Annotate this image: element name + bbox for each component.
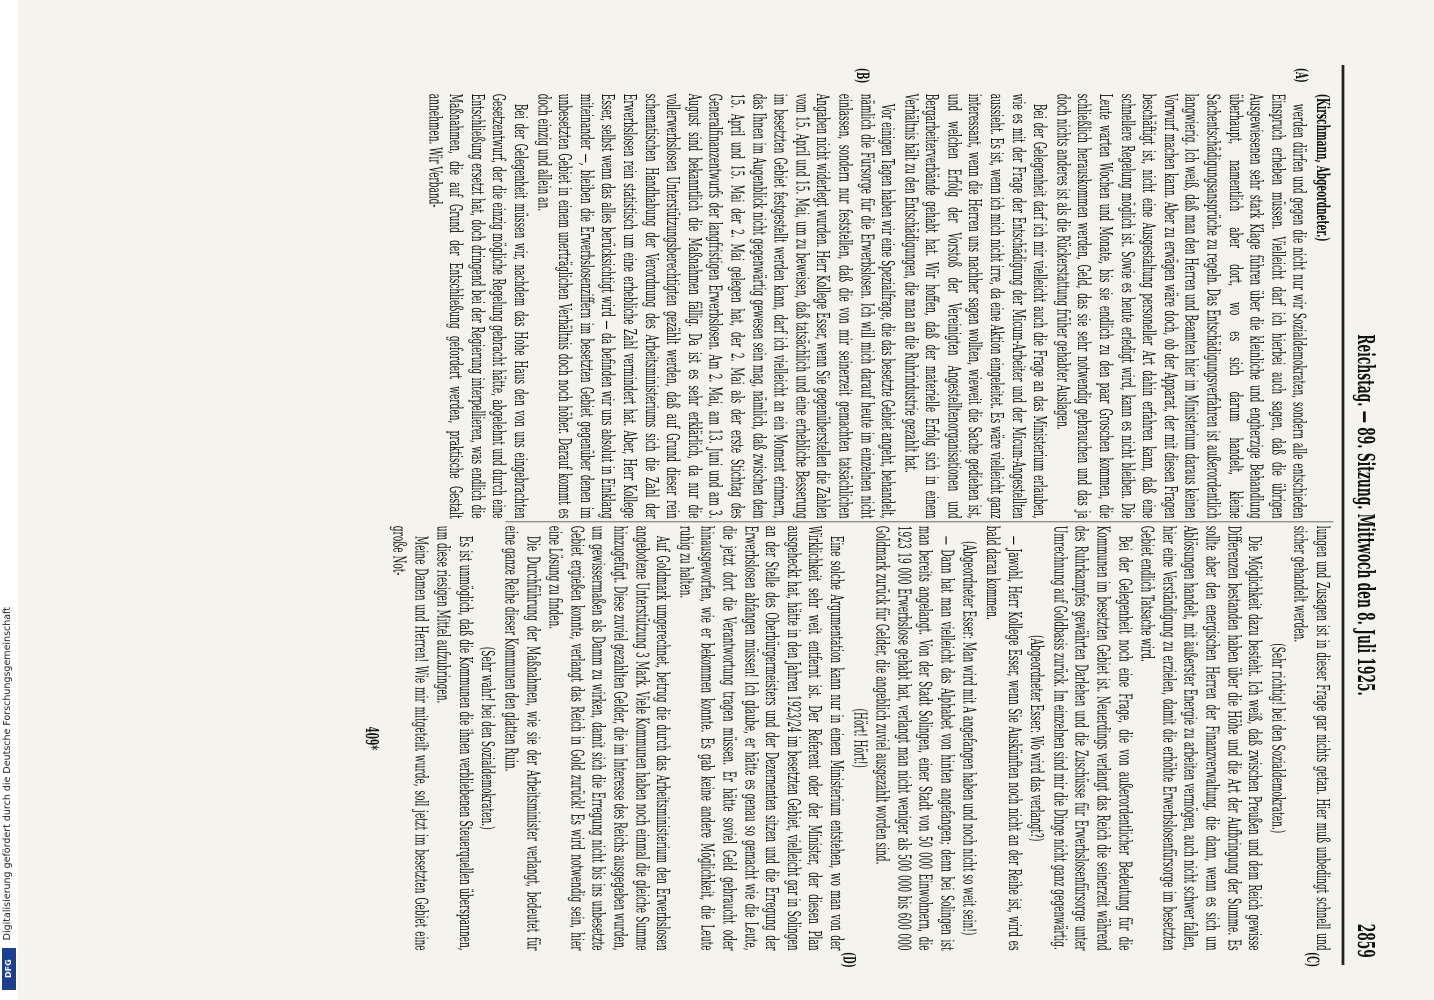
- left-column: [423, 94, 1334, 519]
- margin-letter-d: (D): [839, 952, 859, 968]
- interjection-5: (Sehr wahr! bei den Sozialdemokraten.): [478, 646, 500, 830]
- left-paragraph-3: Vor einigen Tagen haben wir eine Spezialfrage, die das besetzte Gebiet angeht, behandelt, nämlich die Fürsorge für die Erwerbslosen. Ich will mich darauf heute im einzelnen nicht einlassen, sondern nur feststellen, daß die von mir seinerzeit gemachten tatsächlichen Angaben nicht widerlegt wurden. Herr Kollege Esser, wenn Sie gegenüberstellen die Zahlen vom 15. April und 15. Mai, um zu beweisen, daß tatsächlich und eine erhebliche Besserung im besetzten Gebiet festgestellt werden kann, darf ich vielleicht an ein Moment erinnern, das Ihnen im Augenblick nicht gegenwärtig gewesen sein mag, nämlich, daß zwischen dem 15. April und 15. Mai der 2. Mai gelegen hat, der 2. Mai als der erste Stichtag des Generalfinanzentwurfs der langfristigen Erwerbslosen. Am 2. Mai, am 13. Juni und am 3. August sind bekanntlich die Maßnahmen fällig. Da ist es sehr erklärlich, da nur die vollerwerbslosen Unterstützungsberechtigten gezählt werden, daß auf Grund dieser rein schematischen Handhabung der Verordnung des Arbeitsministeriums sich die Zahl der Erwerbslosen rein statistisch um eine erhebliche Zahl vermindert hat. Aber, Herr Kollege Esser, selbst wenn das alles berücksichtigt wird — da befinden wir uns absolut in Einklang miteinander —, bleiben die Erwerbslosenziffern im besetzten Gebiet gegenüber denen im unbesetzten Gebiet in einem unerträglichen Verhältnis doch noch höher. Darauf kommt es doch einzig und allein an.: [533, 93, 899, 519]
- speaker-line: (Kirschmann, Abgeordneter.): [1312, 93, 1334, 242]
- right-paragraph-1: lungen und Zusagen ist in dieser Frage gar nichts getan. Hier muß unbedingt schnell und sicher gehandelt werden.: [1291, 525, 1334, 951]
- left-paragraph-1: werden dürfen und gegen die nicht nur wir Sozialdemokraten, sondern alle entschieden Einspruch erheben müssen. Vielleicht darf ich hierbei auch sagen, daß die übrigen Ausgewiesenen sehr stark Klage führen über die kleinliche und engherzige Behandlung überhaupt, namentlich aber dort, wo es sich darum handelt, kleine Sachentschädigungsansprüche zu regeln. Das Entschädigungsverfahren ist außerordentlich langwierig. Ich weiß, daß man den Herren und Beamten hier im Ministerium daraus keinen Vorwurf machen kann. Aber zu erwägen wäre doch, ob der Apparat, der mit diesen Fragen beschäftigt ist, nicht eine Ausgestaltung personeller Art dahin erfahren kann, daß eine schnellere Regelung möglich ist. Sowie es heute erledigt wird, kann es nicht bleiben. Die Leute warten Wochen und Monate, bis sie endlich zu den paar Groschen kommen, die schließlich herauskommen werden, Geld, das sie sehr notwendig gebrauchen und das ja doch nichts anderes ist als die Rückerstattung früher gehabter Auslagen.: [1053, 93, 1311, 519]
- page-header: [1342, 65, 1383, 965]
- interjection-2: (Abgeordneter Esser: Wo wird das verlangt?): [1027, 634, 1049, 842]
- newspaper-page: [362, 65, 1383, 968]
- left-paragraph-2: Bei der Gelegenheit darf ich mir vielleicht auch die Frage an das Ministerium erlauben, wie es mit der Frage der Entschädigung der Micum-Arbeiter und der Micum-Angestellten aussieht. Es ist, wenn ich mich nicht irre, da eine Aktion eingeleitet. Es wäre vielleicht ganz interessant, wenn die Herren uns nachher sagen wollten, wieweit die Sache gediehen ist, und welchen Erfolg der Vorstoß der Vereinigten Angestelltenorganisationen und Bergarbeiterverbände gehabt hat. Wir hoffen, daß der materielle Erfolg sich in einem Verhältnis hält zu den Entschädigungen, die man an die Ruhrindustrie gezahlt hat.: [900, 93, 1051, 519]
- right-paragraph-4: — Jawohl, Herr Kollege Esser, wenn Sie Auskünften noch nicht an der Reihe ist, wird es bald daran kommen.: [982, 525, 1026, 951]
- column-separator: [505, 521, 1333, 522]
- page-header-title: Reichstag. — 89. Sitzung. Mittwoch den 8. Juli 1925.: [1351, 334, 1379, 696]
- rotated-sheet: [141, 65, 1383, 972]
- margin-letter-c: (C): [1302, 952, 1323, 968]
- scanned-page: [18, 0, 1434, 1000]
- right-paragraph-10: Meine Damen und Herren! Wie mir mitgeteilt wurde, soll jetzt im besetzten Gebiet eine große Not-: [389, 525, 432, 951]
- credit-text: Digitalisierung gefördert durch die Deutsche Forschungsgemeinschaft: [2, 606, 13, 940]
- right-paragraph-6: Eine solche Argumentation kann nur in einem Ministerium entstehen, wo man von der Wirklichkeit sehr weit entfernt ist. Der Referent oder der Minister, der diesen Plan ausgeheckt hat, hätte in den Jahren 1923/24 im besetzten Gebiet, vielleicht gar in Solingen an der Stelle des Oberbürgermeisters und der Dezernenten sitzen und die Erregung der Erwerbslosen abfangen müssen! Ich glaube, er hätte es genau so gemacht wie die Leute, die jetzt dort die Verantwortung tragen müssen. Er hätte soviel Geld gebraucht oder hinausgeworfen, wie er bekommen konnte. Es gab keine andere Möglichkeit, die Leute ruhig zu halten.: [676, 525, 848, 951]
- right-paragraph-3: Bei der Gelegenheit noch eine Frage, die von außerordentlicher Bedeutung für die Kommunen im besetzten Gebiet ist. Neuerdings verlangt das Reich die seinerzeit während des Ruhrkampfes gewährten Darlehen und die Zuschüsse für Erwerbslosenfürsorge unter Umrechnung auf Goldbasis zurück. Im einzelnen sind mir die Dinge nicht ganz gegenwärtig.: [1050, 525, 1136, 951]
- page-footer-signature: 409*: [362, 726, 384, 750]
- digitization-credit-strip: [0, 0, 18, 1000]
- left-paragraph-4: Bei der Gelegenheit müssen wir, nachdem das Hohe Haus den von uns eingebrachten Gesetzentwurf, der die einzig mögliche Regelung gebracht hätte, abgelehnt und durch eine Entschließung ersetzt hat, doch dringend bei der Regierung interpellieren, was endlich die Maßnahmen, die auf Grund der Entschließung gefordert werden, praktische Gestalt annehmen. Wir Verband-: [424, 93, 532, 519]
- margin-letter-b: (B): [853, 67, 873, 84]
- interjection-4: (Hört! Hört!): [849, 708, 871, 768]
- right-paragraph-5: — Dann hat man vielleicht das Alphabet von hinten angefangen; denn bei Solingen ist man bereits angelangt. Von der Stadt Solingen, einer Stadt von 50 000 Einwohnern, die 1923 19 000 Erwerbslose gehabt hat, verlangt man nicht weniger als 500 000 bis 600 000 Goldmark zurück für Gelder, die angeblich zuviel ausgezahlt worden sind.: [872, 525, 958, 951]
- dfg-logo: DFG: [2, 948, 16, 990]
- interjection-3: (Abgeordneter Esser: Man wird mit A angefangen haben und noch nicht so weit sein!): [960, 540, 981, 936]
- interjection-1: (Sehr richtig! bei den Sozialdemokraten.): [1268, 643, 1289, 834]
- right-paragraph-8: Die Durchführung der Maßnahmen, wie sie der Arbeitsminister verlangt, bedeutet für eine ganze Reihe dieser Kommunen den glatten Ruin.: [501, 525, 544, 951]
- margin-letter-a: (A): [1291, 67, 1312, 83]
- page-number: 2859: [1351, 923, 1379, 958]
- right-paragraph-2: Die Möglichkeit dazu besteht. Ich weiß, daß zwischen Preußen und dem Reich gewisse Differenzen bestanden haben über die Höhe und die Art der Aufbringung der Summe. Es sollte aber den energischen Herren der Finanzverwaltung, die dann, wenn es sich um Ablösungen handelt, mit äußerster Energie zu arbeiten vermögen, auch nicht schwer fallen, hier eine Verständigung zu erzielen, damit die erhöhte Erwerbslosenfürsorge im besetzten Gebiet endlich Tatsache wird.: [1137, 525, 1267, 951]
- right-paragraph-7: Auf Goldmark umgerechnet, betrug die durch das Arbeitsministerium den Erwerbslosen angebotene Unterstützung 3 Mark. Viele Kommunen haben noch einmal die gleiche Summe hinzugefügt. Diese zuviel gezahlten Gelder, die im Interesse des Reichs ausgegeben wurden, um gewissermaßen als Damm zu wirken, damit sich die Erregung nicht bis ins unbesetzte Gebiet ergießen konnte, verlangt das Reich in Gold zurück! Es wird notwendig sein, hier eine Lösung zu finden.: [545, 525, 674, 951]
- right-column: [360, 526, 1333, 951]
- right-paragraph-9: Es ist unmöglich, daß die Kommunen die ihnen verbliebenen Steuerquellen überspannen, um diese riesigen Mittel aufzubringen.: [433, 525, 477, 951]
